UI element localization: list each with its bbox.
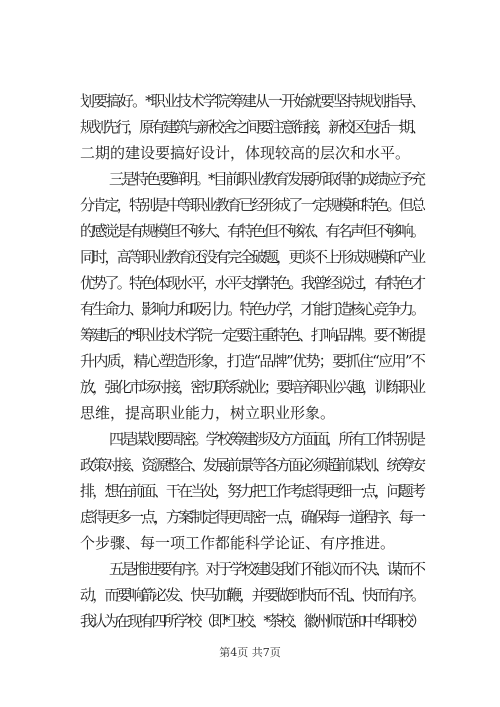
text-line: 划要搞好。*职业技术学院筹建从一开始就要坚持规划指导、 bbox=[80, 92, 425, 110]
text-line: 有生命力、影响力和吸引力。特色办学，才能打造核心竞争力。 bbox=[80, 300, 424, 318]
text-line: 个步骤、每一项工作都能科学论证、有序推进。 bbox=[80, 534, 396, 552]
text-line: 思维，提高职业能力，树立职业形象。 bbox=[80, 404, 336, 422]
text-line: 同时，高等职业教育还没有完全破题，更谈不上形成规模和产业 bbox=[80, 248, 424, 266]
text-line: 分肯定，特别是中等职业教育已经形成了一定规模和特色。但总 bbox=[80, 196, 424, 214]
page-number-footer: 第4页 共7页 bbox=[219, 646, 281, 659]
text-line: 升内质，精心塑造形象，打造“品牌”优势；要抓住“应用”不 bbox=[80, 352, 425, 370]
text-line: 放，强化市场对接，密切联系就业；要培养职业兴趣，训练职业 bbox=[80, 378, 424, 396]
paragraph-start-line: 五是推进要有序。对于学校建设我们不能议而不决、谋而不 bbox=[109, 560, 424, 578]
text-line: 虑得更多一点，方案制定得更周密一点，确保每一道程序、每一 bbox=[80, 508, 424, 526]
text-line: 动，而要响箭必发、快马加鞭，并要做到快而不乱、快而有序。 bbox=[80, 586, 424, 604]
text-line: 的感觉是有规模但不够大、有特色但不够浓、有名声但不够响。 bbox=[80, 222, 424, 240]
text-line: 规划先行，原有建筑与新校舍之间要注意衔接，新校区包括一期、 bbox=[80, 118, 423, 136]
text-line: 排，想在前面、干在当处，努力把工作考虑得更细一点，问题考 bbox=[80, 482, 424, 500]
text-line: 政策对接、资源整合、发展前景等各方面必须超前谋划、统筹安 bbox=[80, 456, 424, 474]
text-line: 二期的建设要搞好设计，体现较高的层次和水平。 bbox=[80, 144, 411, 162]
document-body bbox=[80, 92, 426, 638]
paragraph-start-line: 三是特色要鲜明。*目前职业教育发展所取得的成绩应予充 bbox=[109, 170, 424, 188]
paragraph-start-line: 四是谋划要周密。学校筹建涉及方方面面，所有工作特别是 bbox=[109, 430, 424, 448]
text-line: 我认为在现有四所学校（即*卫校、*茶校、徽州师范和中华职校） bbox=[80, 612, 423, 630]
text-line: 筹建后的*职业技术学院一定要注重特色、打响品牌。要不断提 bbox=[80, 326, 424, 344]
text-line: 优势了。特色体现水平，水平支撑特色。我曾经说过，有特色才 bbox=[80, 274, 424, 292]
